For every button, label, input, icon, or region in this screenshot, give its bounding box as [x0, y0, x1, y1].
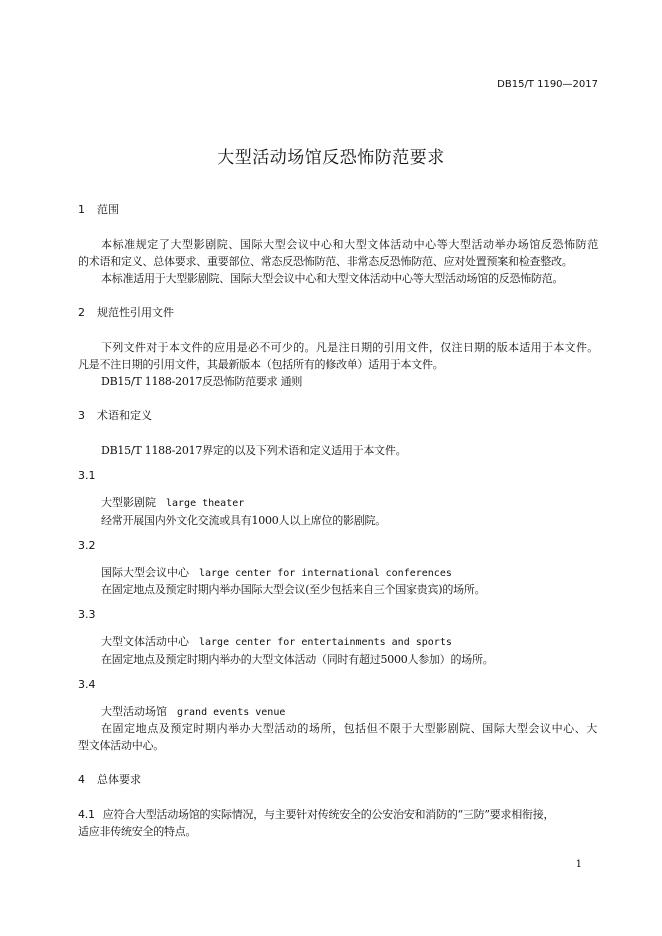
- section-title: 术语和定义: [97, 409, 152, 422]
- document-code: DB15/T 1190—2017: [497, 79, 598, 90]
- term-number: 3.1: [78, 469, 96, 482]
- page-number: 1: [575, 859, 582, 870]
- term-definition: 在固定地点及预定时期内举办国际大型会议(至少包括来自三个国家贵宾)的场所。: [101, 583, 486, 596]
- section-number: 3: [78, 409, 85, 422]
- term-english: large center for international conferences: [199, 568, 452, 579]
- term-definition-line-1: 在固定地点及预定时期内举办大型活动的场所，包括但不限于大型影剧院、国际大型会议中心、大: [101, 722, 597, 735]
- term-english: grand events venue: [177, 707, 286, 718]
- term-english: large theater: [166, 498, 245, 509]
- term-chinese: 国际大型会议中心: [101, 566, 189, 579]
- section-number: 1: [78, 203, 85, 216]
- normative-reference-item: DB15/T 1188-2017反恐怖防范要求 通则: [101, 375, 303, 388]
- term-chinese: 大型影剧院: [101, 496, 156, 509]
- normative-paragraph-line-1: 下列文件对于本文件的应用是必不可少的。凡是注日期的引用文件，仅注日期的版本适用于本文件。: [101, 341, 598, 354]
- section-number: 2: [78, 306, 85, 319]
- term-number: 3.4: [78, 678, 96, 691]
- clause-text: 应符合大型活动场馆的实际情况，与主要针对传统安全的公安治安和消防的“三防”要求相衔接，: [102, 808, 555, 821]
- term-definition: 经常开展国内外文化交流或具有1000人以上席位的影剧院。: [101, 514, 386, 527]
- scope-paragraph-1-line-2: 的术语和定义、总体要求、重要部位、常态反恐怖防范、非常态反恐怖防范、应对处置预案和检查整改。: [78, 255, 573, 268]
- clause-4-1-line-2: 适应非传统安全的特点。: [78, 825, 197, 838]
- normative-paragraph-line-2: 凡是不注日期的引用文件，其最新版本（包括所有的修改单）适用于本文件。: [78, 358, 444, 371]
- term-entry: [101, 703, 285, 719]
- section-title: 范围: [97, 203, 119, 216]
- term-chinese: 大型活动场馆: [101, 705, 167, 718]
- section-heading-scope: [78, 201, 119, 217]
- term-number: 3.3: [78, 608, 96, 621]
- document-title: 大型活动场馆反恐怖防范要求: [217, 148, 445, 168]
- section-title: 规范性引用文件: [97, 306, 174, 319]
- scope-paragraph-2: 本标准适用于大型影剧院、国际大型会议中心和大型文体活动中心等大型活动场馆的反恐怖防范。: [101, 272, 564, 285]
- term-entry: [101, 494, 244, 510]
- section-heading-normative-references: [78, 304, 174, 320]
- clause-number: 4.1: [78, 808, 95, 821]
- term-entry: [101, 633, 452, 649]
- term-definition: 在固定地点及预定时期内举办的大型文体活动（同时有超过5000人参加）的场所。: [101, 653, 494, 666]
- section-number: 4: [78, 773, 85, 786]
- terms-intro: DB15/T 1188-2017界定的以及下列术语和定义适用于本文件。: [101, 444, 407, 457]
- section-title: 总体要求: [97, 773, 141, 786]
- section-heading-terms: [78, 407, 152, 423]
- term-definition-line-2: 型文体活动中心。: [78, 739, 164, 752]
- term-english: large center for entertainments and sports: [199, 637, 452, 648]
- term-chinese: 大型文体活动中心: [101, 635, 189, 648]
- section-heading-general-requirements: [78, 771, 141, 787]
- term-entry: [101, 564, 452, 580]
- clause-4-1-line-1: [78, 806, 597, 822]
- scope-paragraph-1-line-1: 本标准规定了大型影剧院、国际大型会议中心和大型文体活动中心等大型活动举办场馆反恐怖防范: [101, 238, 598, 251]
- term-number: 3.2: [78, 539, 96, 552]
